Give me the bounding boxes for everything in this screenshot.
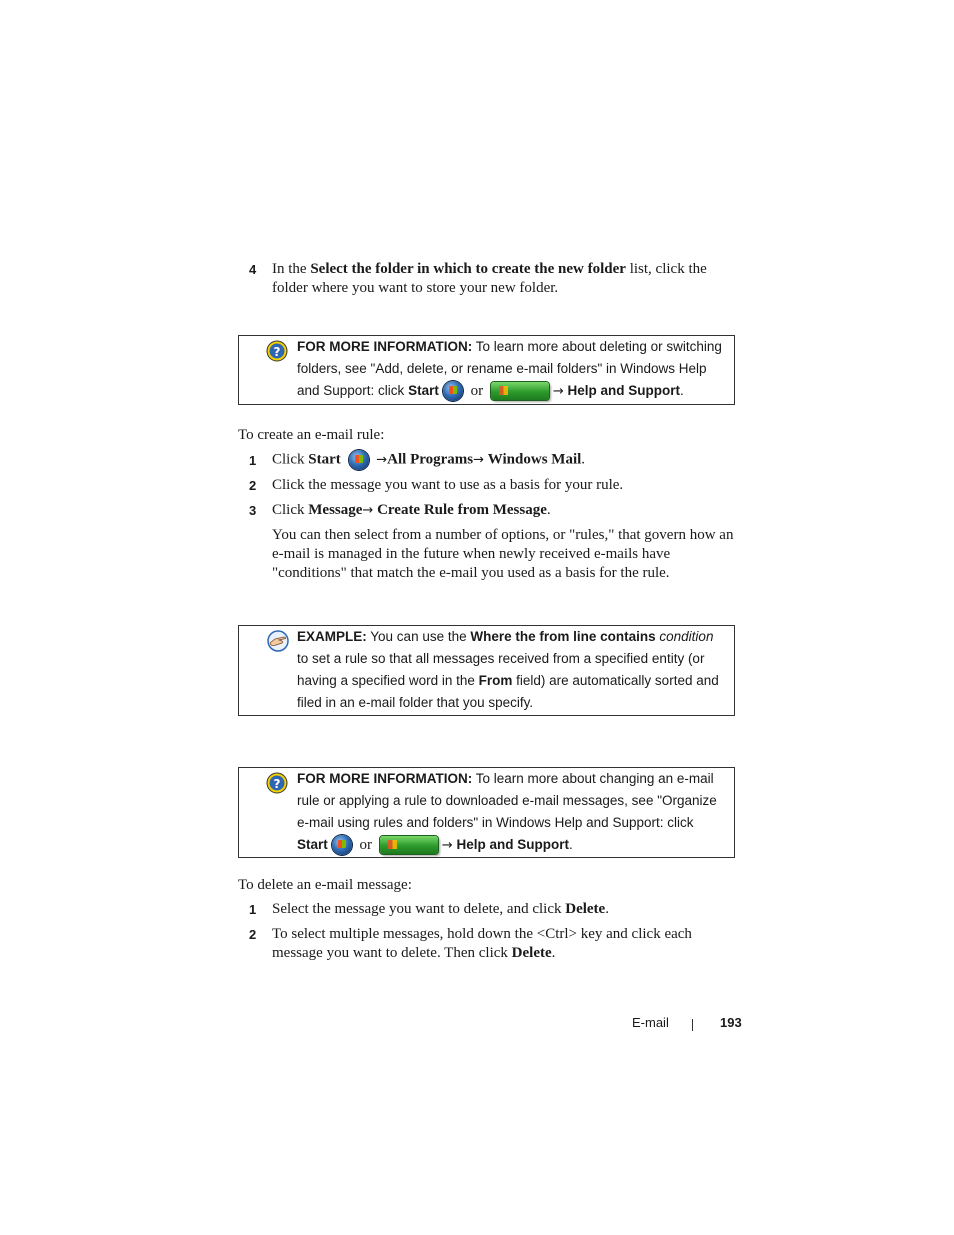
ui-term: Message	[308, 502, 363, 518]
example-note-text	[297, 626, 725, 714]
windows-start-orb-icon	[332, 835, 352, 855]
note-label: FOR MORE INFORMATION:	[297, 339, 473, 354]
intro-create-rule: To create an e-mail rule:	[238, 427, 385, 443]
arrow-glyph: →	[473, 452, 485, 468]
text-run: Select the message you want to delete, and click	[272, 901, 566, 917]
pointing-hand-icon	[266, 630, 290, 657]
svg-text:?: ?	[273, 777, 281, 791]
info-note-box	[238, 767, 735, 858]
text-run: To learn more about changing an e-mail rule or applying a rule to downloaded e-mail messages, see "Organize e-mail using rules and folders" in Windows Help and Support: click	[297, 771, 717, 830]
text-run: To select multiple messages, hold down the <Ctrl> key and click each message you want to delete. Then click	[272, 926, 692, 961]
arrow-glyph: →	[362, 503, 374, 518]
footer-section-name: E-mail	[632, 1015, 669, 1030]
text-run: or	[359, 837, 373, 853]
page-number: 193	[720, 1015, 742, 1030]
ui-term: Help and Support	[456, 837, 569, 852]
ui-term: All Programs	[387, 451, 474, 468]
windows-start-orb-icon	[349, 450, 369, 470]
italic-term: condition	[659, 629, 714, 644]
text-run: field) are automatically sorted and filed in an e-mail folder that you specify.	[297, 673, 719, 710]
create-step-1	[272, 450, 727, 470]
text-run: .	[546, 502, 551, 518]
text-run: Click	[272, 451, 309, 468]
arrow-glyph: →	[441, 838, 453, 853]
help-question-icon	[266, 772, 288, 799]
step-number: 2	[249, 927, 257, 942]
ui-term: Delete	[565, 901, 606, 917]
text-run: .	[568, 837, 573, 852]
step-number: 2	[249, 478, 257, 493]
text-run: Click	[272, 502, 309, 518]
ui-term: Start	[408, 383, 439, 398]
example-note-box	[238, 625, 735, 716]
text-run: .	[581, 451, 586, 468]
windows-xp-start-button-icon	[380, 836, 438, 854]
note-label: EXAMPLE:	[297, 629, 367, 644]
ui-term: From	[478, 673, 513, 688]
delete-step-1	[272, 900, 727, 919]
info-note-text	[297, 336, 725, 403]
footer-divider	[692, 1019, 693, 1031]
step-number: 1	[249, 453, 257, 468]
text-run: to set a rule so that all messages received from a specified entity (or having a specified word in the	[297, 651, 705, 688]
ui-term: Help and Support	[567, 383, 681, 398]
ui-term: Start	[308, 451, 341, 468]
svg-text:?: ?	[273, 345, 281, 359]
text-run: or	[470, 383, 484, 399]
text-run: You can use the	[366, 629, 471, 644]
ui-term: Create Rule from Message	[377, 502, 547, 518]
info-note-box	[238, 335, 735, 405]
note-label: FOR MORE INFORMATION:	[297, 771, 473, 786]
help-question-icon	[266, 340, 288, 367]
text-run: In the	[272, 261, 311, 277]
text-run: list, click the folder where you want to store your new folder.	[272, 261, 707, 296]
ui-term: Windows Mail	[487, 451, 582, 468]
ui-term: Select the folder in which to create the new folder	[310, 261, 626, 277]
text-run: .	[605, 901, 609, 917]
arrow-glyph: →	[552, 384, 564, 399]
intro-delete-message: To delete an e-mail message:	[238, 877, 412, 893]
step-number: 1	[249, 902, 257, 917]
step-4-text	[272, 260, 727, 298]
ui-term: Delete	[511, 945, 552, 961]
step-number: 4	[249, 262, 257, 277]
text-run: To learn more about deleting or switching folders, see "Add, delete, or rename e-mail folders" in Windows Help and Support: click	[297, 339, 722, 398]
create-step-3	[272, 501, 727, 520]
text-run: .	[680, 383, 684, 398]
windows-start-orb-icon	[443, 381, 463, 401]
step-number: 3	[249, 503, 257, 518]
delete-step-2	[272, 925, 722, 963]
create-rule-paragraph: You can then select from a number of options, or "rules," that govern how an e-mail is managed in the future when newly received e-mails have "conditions" that match the e-mail you used as a basis for the rule.	[272, 527, 734, 581]
text-run: .	[551, 945, 556, 961]
arrow-glyph: →	[376, 452, 388, 468]
ui-term: Where the from line contains	[470, 629, 656, 644]
info-note-text	[297, 768, 725, 857]
ui-term: Start	[297, 837, 328, 852]
create-step-2: Click the message you want to use as a basis for your rule.	[272, 477, 624, 493]
windows-xp-start-button-icon	[491, 382, 549, 400]
